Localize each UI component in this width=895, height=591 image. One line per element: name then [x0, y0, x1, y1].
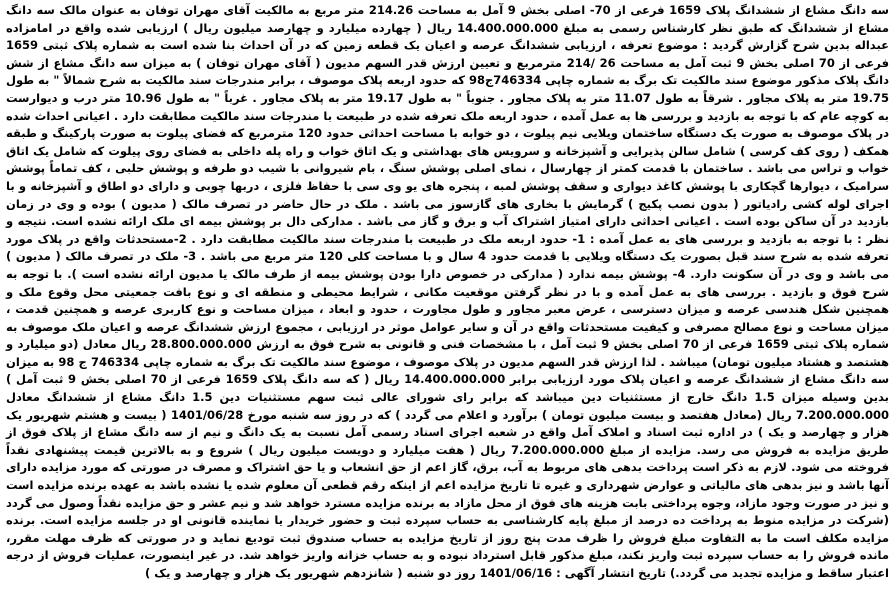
auction-notice-text: سه دانگ مشاع از ششدانگ پلاک 1659 فرعی از 70- اصلی بخش 9 آمل به مساحت 214.26 متر مربع به مالکیت آقای مهران توفان به عنوان مالک سه دانگ مشاع از ششدانگ که طبق نظر کارشناس رسمی به مبلغ 14.400.000.000 ریال ( چهارده میلیارد و چهارصد میلیون ریال ) ارزیابی شده واقع در امامزاده عبداله بدین شرح گزارش گردید : موضوع تعرفه ، ارزیابی ششدانگ عرصه و اعیان یک قطعه زمین که در آن احداث بنا شده است به شماره پلاک ثبتی 1659 فرعی از 70 اصلی بخش 9 ثبت آمل به مساحت 26 /214 مترمربع و تعیین ارزش قدر السهم مدیون ( آقای مهران توفان ) به میزان سه دانگ مشاع از شش دانگ پلاک مذکور موضوع سند مالکیت تک برگ به شماره چاپی 746334ج98 که حدود اربعه پلاک موصوف ، برابر مندرجات سند مالکیت به شرح شمالاً " به طول 19.75 متر به پلاک مجاور . شرقاً به طول 11.07 متر به پلاک مجاور . جنوباً " به طول 19.17 متر به پلاک مجاور . غرباً " به طول 10.96 متر درب و دیوارست به کوچه عام که با توجه به بازدید و بررسی ها به عمل آمده ، حدود اربعه ملک تعرفه شده در طبیعت با مندرجات سند مالکیت مطابقت دارد . اعیانی احداث شده در پلاک موصوف به صورت یک دستگاه ساختمان ویلایی نیم پیلوت ، دو خوابه با مساحت احداثی حدود 120 مترمربع که فضای پیلوت به صورت پارکینگ و طبقه همکف ( روی کف کرسی ) شامل سالن پذیرایی و آشپزخانه و سرویس های بهداشتی و یک اتاق خواب و راه پله داخلی به فضای روی پیلوت که شامل یک اتاق خواب و تراس می باشد . ساختمان با قدمت کمتر از چهارسال ، نمای اصلی پوشش سنگ ، بام شیروانی با شیب دو طرفه و پوشش حلبی ، کف تماماً پوشش سرامیک ، دیوارها گچکاری با پوشش کاغذ دیواری و سقف پوشش لمبه ، پنجره های یو وی سی با حفاظ فلزی ، دربها چوبی و دارای دو اطاق و آشپزخانه و با اجرای لوله کشی رادیاتور ( بدون نصب پکیج ) گرمایش با بخاری های گازسوز می باشد . ملک در حال حاضر در تصرف مالک ( مدیون ) بوده و وی در زمان بازدید در آن ساکن بوده است . اعیانی احداثی دارای امتیاز اشتراک آب و برق و گاز می باشد . مدارکی دال بر پوشش بیمه ای ملک ارائه نشده است. نتیجه و نظر : با توجه به بازدید و بررسی های به عمل آمده : 1- حدود اربعه ملک در طبیعت با مندرجات سند مالکیت مطابقت دارد . 2-مستحدثات واقع در پلاک مورد تعرفه شده به شرح سند قبل بصورت یک دستگاه ویلایی با قدمت حدود 4 سال و با مساحت کلی 120 متر مربع می باشد . 3- ملک در تصرف مالک ( مدیون ) می باشد و وی در آن سکونت دارد. 4- پوشش بیمه ندارد ( مدارکی در خصوص دارا بودن پوشش بیمه از طرف مالک یا مدیون ارائه نشده است ). با توجه به شرح فوق و بازدید . بررسی های به عمل آمده و با در نظر گرفتن موقعیت مکانی ، شرایط محیطی و منطقه ای و نوع بافت جمعیتی محل وقوع ملک و همچنین شکل هندسی عرصه و میزان دسترسی ، عرض معبر مجاور و طول مجاورت ، حدود و ابعاد ، میزان مساحت و نوع کاربری عرصه و همچنین قدمت ، میزان مساحت و نوع مصالح مصرفی و کیفیت مستحدثات واقع در آن و سایر عوامل موثر در ارزیابی ، مجموع ارزش ششدانگ عرصه و اعیان ملک موصوف به شماره پلاک ثبتی 1659 فرعی از 70 اصلی بخش 9 ثبت آمل ، با مشخصات فنی و قانونی به شرح فوق به ارزش 28.800.000.000 ریال معادل (دو میلیارد و هشتصد و هشتاد میلیون تومان) میباشد . لذا ارزش قدر السهم مدیون در پلاک موصوف ، موضوع سند مالکیت تک برگ به شماره چاپی 746334 ج 98 به میزان سه دانگ مشاع از ششدانگ عرصه و اعیان پلاک مورد ارزیابی برابر 14.400.000.000 ریال ( که سه دانگ پلاک 1659 فرعی از 70 اصلی بخش 9 ثبت آمل ) بدین وسیله میزان 1.5 دانگ خارج از مستثنیات دین میباشد که برابر رای شورای عالی ثبت سهم مستثنیات دین 1.5 دانگ مشاع از ششدانگ معادل 7.200.000.000 ریال (معادل هفتصد و بیست میلیون تومان ) برآورد و اعلام می گردد ) که در روز سه شنبه مورخ 1401/06/28 ( بیست و هشتم شهریور یک هزار و چهارصد و یک ) در اداره ثبت اسناد و املاک آمل واقع در شعبه اجرای اسناد رسمی آمل نسبت به یک دانگ و نیم از سه دانگ مشاع از پلاک فوق از طریق مزایده به فروش می رسد. مزایده از مبلغ 7.200.000.000 ریال ( هفت میلیارد و دویست میلیون ریال ) شروع و به بالاترین قیمت پیشنهادی نقداً فروخته می شود. لازم به ذکر است پرداخت بدهی های مربوط به آب، برق، گاز اعم از حق انشعاب و یا حق اشتراک و مصرف در صورتی که مورد مزایده دارای آنها باشد و نیز بدهی های مالیاتی و عوارض شهرداری و غیره تا تاریخ مزایده اعم از اینکه رقم قطعی آن معلوم شده یا نشده باشد به عهده برنده مزایده است و نیز در صورت وجود مازاد، وجوه پرداختی بابت هزینه های فوق از محل مازاد به برنده مزایده مسترد خواهد شد و نیم عشر و حق مزایده نقداً وصول می گردد (شرکت در مزایده منوط به پرداخت ده درصد از مبلغ پایه کارشناسی به حساب سپرده ثبت و حضور خریدار یا نماینده قانونی او در جلسه مزایده است. برنده مزایده مکلف است ما به التفاوت مبلغ فروش را ظرف مدت پنج روز از تاریخ مزایده به حساب صندوق ثبت تودیع نماید و در صورتی که ظرف مهلت مقرر، مانده فروش را به حساب سپرده ثبت واریز نکند، مبلغ مذکور قابل استرداد نبوده و به حساب خزانه واریز خواهد شد. در غیر اینصورت، عملیات فروش از درجه اعتبار ساقط و مزایده تجدید می گردد.) تاریخ انتشار آگهی : 1401/06/16 روز دو شنبه ( شانزدهم شهریور یک هزار و چهارصد و یک ) — [6, 3, 890, 580]
